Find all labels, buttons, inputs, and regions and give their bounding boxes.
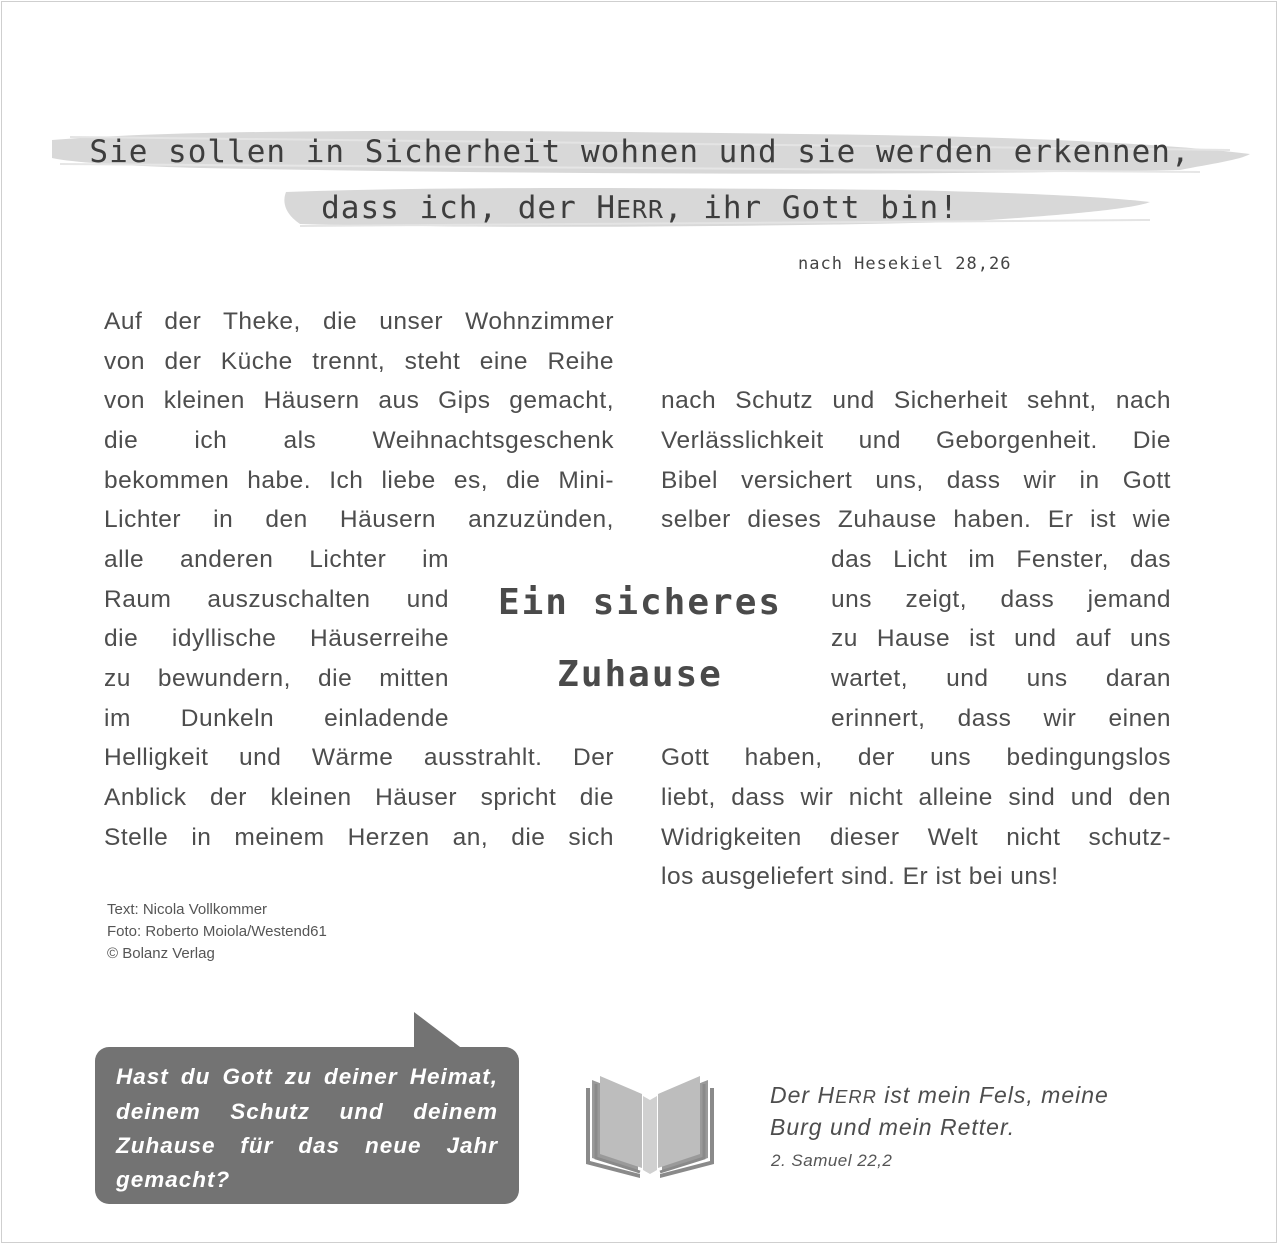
left-line-14: Stelle in meinem Herzen an, die sich bbox=[104, 824, 614, 851]
bible-quote-reference: 2. Samuel 22,2 bbox=[771, 1151, 893, 1170]
right-line-4: selber dieses Zuhause haben. Er ist wie bbox=[661, 506, 1171, 533]
verse-line-2 bbox=[0, 190, 1280, 226]
article-title-line-2: Zuhause bbox=[557, 654, 723, 695]
bible-quote-herr-initial: H bbox=[817, 1082, 836, 1108]
left-line-4: die ich als Weihnachtsgeschenk bbox=[104, 427, 614, 454]
speech-bubble-tail bbox=[414, 1012, 464, 1050]
right-line-11: liebt, dass wir nicht alleine sind und den bbox=[661, 784, 1171, 811]
question-line-3: Zuhause für das neue Jahr bbox=[116, 1133, 498, 1158]
left-line-3: von kleinen Häusern aus Gips gemacht, bbox=[104, 387, 614, 414]
left-line-7: alle anderen Lichter im bbox=[104, 546, 449, 573]
right-line-12: Widrigkeiten dieser Welt nicht schutz- bbox=[661, 824, 1171, 851]
question-line-2: deinem Schutz und deinem bbox=[116, 1099, 498, 1124]
right-line-8: wartet, und uns daran bbox=[831, 665, 1171, 692]
left-line-12: Helligkeit und Wärme ausstrahlt. Der bbox=[104, 744, 614, 771]
credit-photo: Foto: Roberto Moiola/Westend61 bbox=[107, 923, 327, 940]
verse-herr-initial: H bbox=[596, 190, 617, 226]
bible-quote-herr-rest: ERR bbox=[835, 1086, 877, 1107]
right-line-2: Verlässlichkeit und Geborgenheit. Die bbox=[661, 427, 1171, 454]
verse-line-2-start: dass ich, der bbox=[321, 190, 597, 226]
left-line-5: bekommen habe. Ich liebe es, die Mini- bbox=[104, 467, 614, 494]
left-line-1: Auf der Theke, die unser Wohnzimmer bbox=[104, 308, 614, 335]
right-line-10: Gott haben, der uns bedingungslos bbox=[661, 744, 1171, 771]
right-line-1: nach Schutz und Sicherheit sehnt, nach bbox=[661, 387, 1171, 414]
open-book-icon bbox=[582, 1074, 718, 1178]
question-line-4: gemacht? bbox=[116, 1167, 231, 1192]
left-line-6: Lichter in den Häusern anzuzünden, bbox=[104, 506, 614, 533]
bible-quote-line-2: Burg und mein Retter. bbox=[770, 1114, 1016, 1140]
right-line-6: uns zeigt, dass jemand bbox=[831, 586, 1171, 613]
verse-line-1: Sie sollen in Sicherheit wohnen und sie werden erkennen, bbox=[89, 134, 1191, 170]
right-line-3: Bibel versichert uns, dass wir in Gott bbox=[661, 467, 1171, 494]
right-line-13: los ausgeliefert sind. Er ist bei uns! bbox=[661, 863, 1059, 890]
verse-line-2-end: , ihr Gott bin! bbox=[663, 190, 959, 226]
bible-quote-start: Der bbox=[770, 1082, 818, 1108]
question-line-1: Hast du Gott zu deiner Heimat, bbox=[116, 1064, 498, 1089]
left-line-11: im Dunkeln einladende bbox=[104, 705, 449, 732]
verse-reference: nach Hesekiel 28,26 bbox=[798, 254, 1012, 274]
left-line-13: Anblick der kleinen Häuser spricht die bbox=[104, 784, 614, 811]
article-title-line-1: Ein sicheres bbox=[497, 582, 783, 623]
left-line-2: von der Küche trennt, steht eine Reihe bbox=[104, 348, 614, 375]
bible-quote-end: ist mein Fels, meine bbox=[876, 1082, 1109, 1108]
credit-text: Text: Nicola Vollkommer bbox=[107, 901, 268, 918]
credit-copyright: © Bolanz Verlag bbox=[107, 945, 215, 962]
right-line-7: zu Hause ist und auf uns bbox=[831, 625, 1171, 652]
left-line-9: die idyllische Häuserreihe bbox=[104, 625, 449, 652]
left-line-10: zu bewundern, die mitten bbox=[104, 665, 449, 692]
right-line-9: erinnert, dass wir einen bbox=[831, 705, 1171, 732]
verse-herr-rest: ERR bbox=[616, 195, 664, 224]
bible-quote-line-1 bbox=[770, 1082, 1109, 1109]
right-line-5: das Licht im Fenster, das bbox=[831, 546, 1171, 573]
left-line-8: Raum auszuschalten und bbox=[104, 586, 449, 613]
